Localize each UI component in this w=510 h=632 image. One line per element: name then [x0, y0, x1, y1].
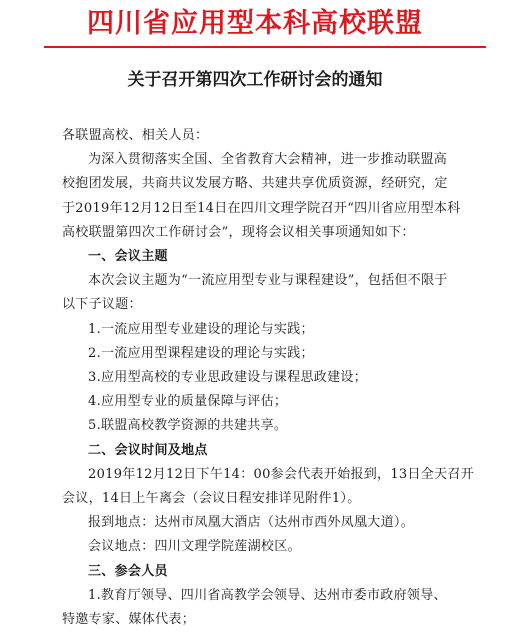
section-paragraph-line: 2019年12月12日下午14：00参会代表开始报到，13日全天召开: [88, 466, 474, 482]
section-heading: 三、参会人员: [88, 563, 168, 579]
intro-line: 校抱团发展，共商共议发展方略、共建共享优质资源，经研究，定: [62, 176, 448, 192]
notice-title: 关于召开第四次工作研讨会的通知: [127, 70, 383, 90]
checkin-location: 报到地点：达州市凤凰大酒店（达州市西外凤凰大道）。: [88, 515, 415, 531]
intro-line: 于2019年12月12日至14日在四川文理学院召开“四川省应用型本科: [62, 200, 461, 216]
section-heading: 二、会议时间及地点: [88, 442, 208, 458]
meeting-venue: 会议地点：四川文理学院莲湖校区。: [88, 539, 301, 555]
section-paragraph-line: 以下子议题：: [62, 297, 142, 313]
section-heading: 一、会议主题: [88, 249, 168, 265]
attendee-line: 特邀专家、媒体代表；: [62, 612, 196, 628]
letterhead-divider: [44, 46, 486, 48]
intro-line: 为深入贯彻落实全国、全省教育大会精神，进一步推动联盟高: [88, 152, 448, 168]
letterhead-title: 四川省应用型本科高校联盟: [87, 8, 423, 39]
list-item: 2.一流应用型课程建设的理论与实践；: [88, 345, 314, 361]
intro-line: 高校联盟第四次工作研讨会”，现将会议相关事项通知如下：: [62, 224, 415, 240]
list-item: 3.应用型高校的专业思政建设与课程思政建设；: [88, 370, 368, 386]
list-item: 1.一流应用型专业建设的理论与实践；: [88, 321, 314, 337]
section-paragraph-line: 本次会议主题为“一流应用型专业与课程建设”，包括但不限于: [88, 273, 448, 289]
notice-body: [62, 124, 474, 632]
section-paragraph-line: 会议，14日上午离会（会议日程安排详见附件1）。: [62, 491, 361, 507]
salutation: 各联盟高校、相关人员：: [62, 128, 209, 143]
list-item: 4.应用型专业的质量保障与评估；: [88, 394, 288, 410]
attendee-line: 1.教育厅领导、四川省高教学会领导、达州市委市政府领导、: [88, 587, 447, 603]
list-item: 5.联盟高校教学资源的共建共享。: [88, 418, 288, 434]
